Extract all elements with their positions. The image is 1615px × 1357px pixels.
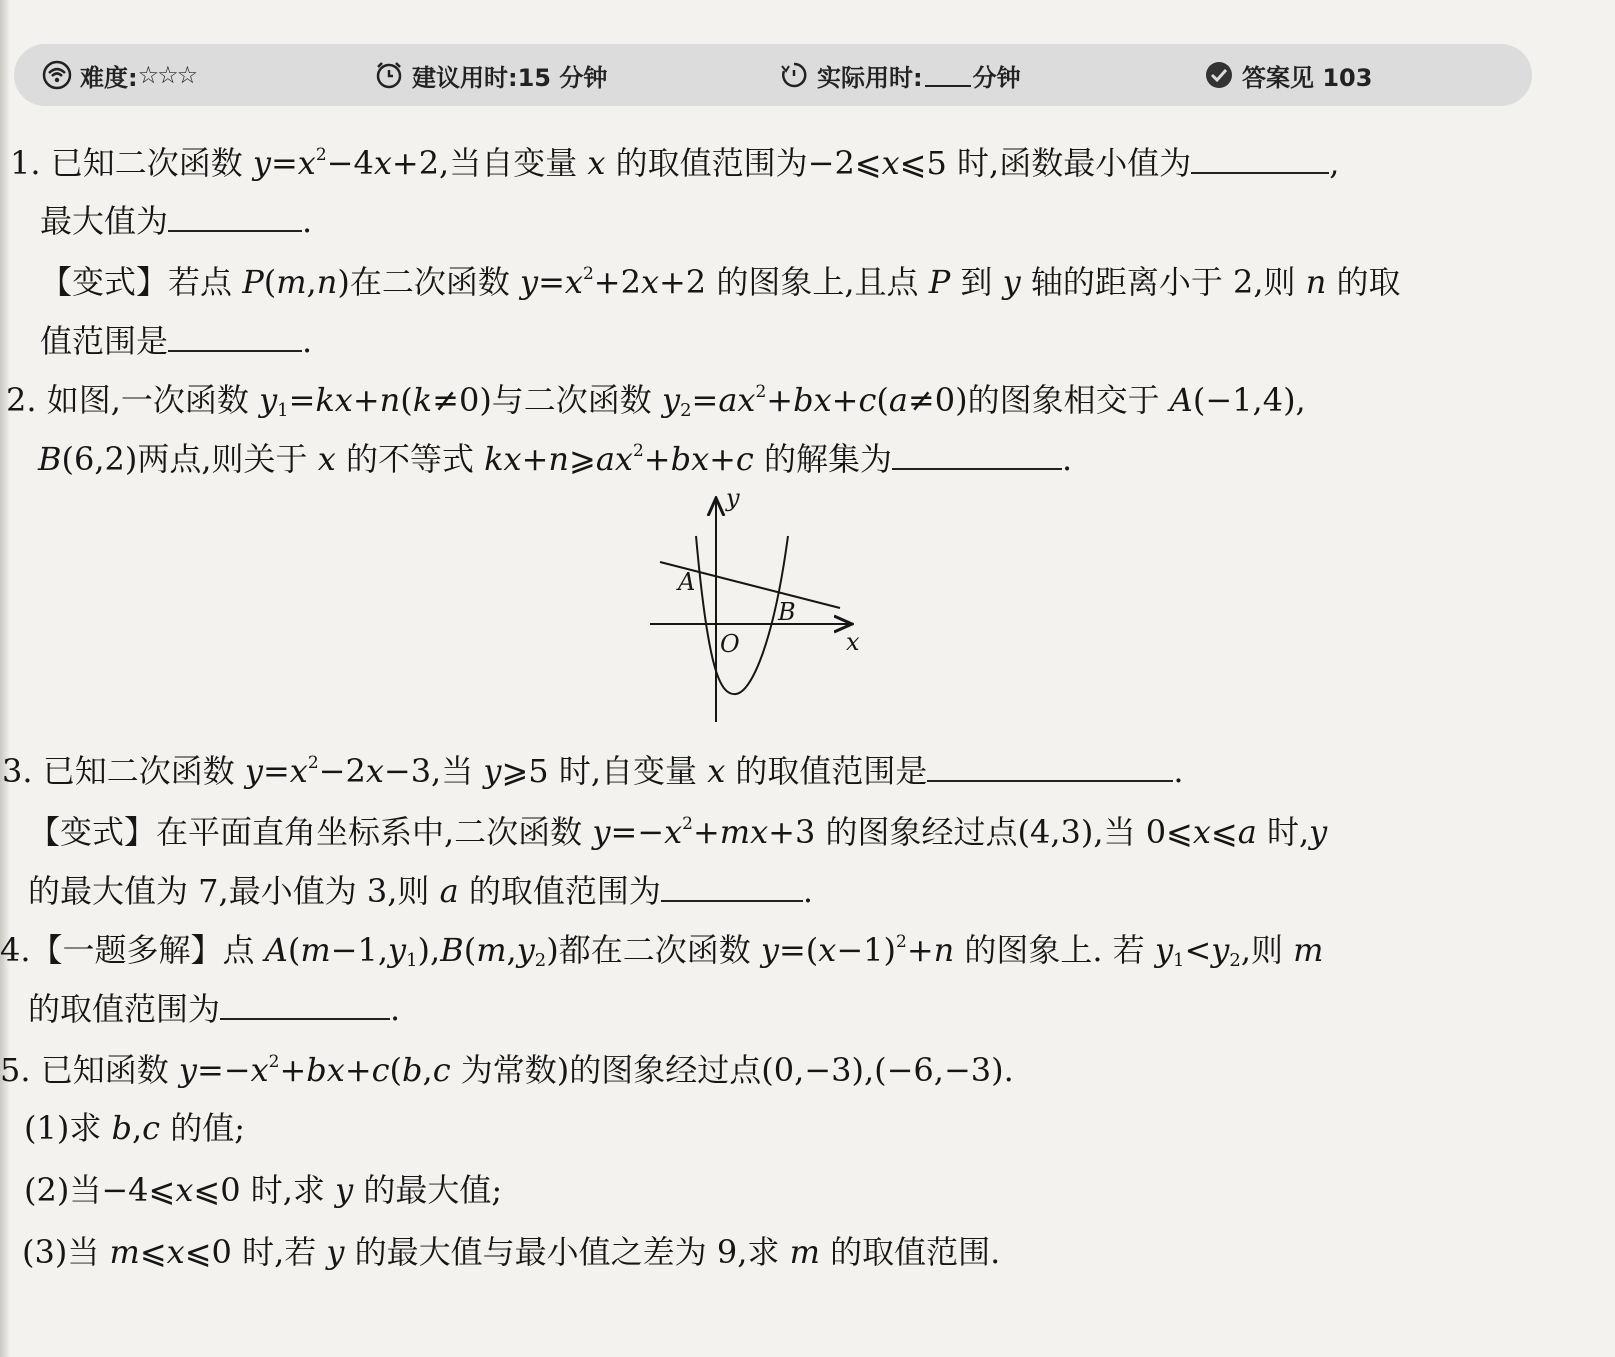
text-fragment: = <box>691 381 719 419</box>
math-variable: y <box>516 931 535 969</box>
check-badge-icon <box>1204 60 1234 90</box>
text-fragment: + <box>279 1051 307 1089</box>
math-variable: c <box>858 381 877 419</box>
math-variable: B <box>440 931 464 969</box>
difficulty-label: 难度: <box>80 63 138 92</box>
math-variable: x <box>175 1171 194 1209</box>
text-fragment: + <box>709 440 736 478</box>
math-variable: kx <box>315 381 353 419</box>
text-fragment: 的最大值为 7,最小值为 3,则 <box>28 872 440 910</box>
math-variable: m <box>1293 931 1324 969</box>
math-variable: x <box>564 263 583 301</box>
text-fragment: +2 的图象上,且点 <box>658 263 929 301</box>
text-fragment: < <box>1184 931 1212 969</box>
answer-blank-3b[interactable] <box>661 870 803 902</box>
text-fragment: 1. 已知二次函数 <box>10 144 253 182</box>
math-variable: y <box>252 144 271 182</box>
text-fragment: + <box>344 1051 372 1089</box>
text-fragment: ⩽5 时,函数最小值为 <box>899 144 1192 182</box>
problem-3-variant-line-2 <box>28 870 813 911</box>
actual-time-unit: 分钟 <box>972 63 1021 92</box>
math-variable: y <box>259 381 278 419</box>
text-fragment: ⩽0 时,求 <box>193 1171 336 1209</box>
math-variable: y <box>1154 931 1174 969</box>
math-variable: m <box>276 263 307 301</box>
math-variable: x <box>640 263 659 301</box>
text-fragment: , <box>132 1109 143 1147</box>
text-fragment: , <box>422 1051 433 1089</box>
text-fragment: +2 <box>593 263 641 301</box>
problem-3-line-1 <box>2 750 1184 791</box>
text-fragment: + <box>906 931 934 969</box>
text-fragment: . <box>390 990 401 1028</box>
text-fragment: = <box>262 752 290 790</box>
math-variable: kx <box>484 440 522 478</box>
math-variable: B <box>38 440 62 478</box>
text-fragment: 4.【一题多解】点 <box>0 931 265 969</box>
text-fragment: −2 <box>318 752 366 790</box>
math-subscript: 1 <box>406 950 418 971</box>
math-subscript: 2 <box>534 950 547 971</box>
text-fragment: 的不等式 <box>335 440 485 478</box>
difficulty <box>42 44 196 106</box>
text-fragment: ≠0)的图象相交于 <box>907 381 1170 419</box>
math-variable: x <box>818 931 837 969</box>
text-fragment: +3 的图象经过点(4,3),当 0⩽ <box>768 813 1193 851</box>
problem-1-variant-line-2 <box>40 320 312 361</box>
math-variable: n <box>379 381 401 419</box>
math-variable: y <box>520 263 539 301</box>
text-fragment: 的解集为 <box>753 440 893 478</box>
text-fragment: 【变式】在平面直角坐标系中,二次函数 <box>28 813 593 851</box>
text-fragment: , <box>1329 144 1340 182</box>
text-fragment: 轴的距离小于 2,则 <box>1020 263 1306 301</box>
text-fragment: 5. 已知函数 <box>0 1051 179 1089</box>
math-variable: bx <box>306 1051 345 1089</box>
math-subscript: 1 <box>277 400 289 421</box>
text-fragment: ( <box>876 381 889 419</box>
math-variable: n <box>1305 263 1327 301</box>
math-variable: b <box>402 1051 423 1089</box>
x-axis-label: x <box>846 628 860 656</box>
text-fragment: ⩾ <box>569 440 596 478</box>
answer-blank-1a[interactable] <box>1191 142 1329 174</box>
point-a-label: A <box>678 568 696 596</box>
text-fragment: . <box>1173 752 1184 790</box>
text-fragment: ⩽0 时,若 <box>184 1233 327 1271</box>
timer-icon <box>779 60 809 90</box>
math-variable: y <box>1211 931 1230 969</box>
text-fragment: + <box>692 813 720 851</box>
text-fragment: 值范围是 <box>40 322 169 360</box>
text-fragment: , <box>506 931 517 969</box>
math-variable: y <box>388 931 407 969</box>
math-variable: x <box>707 752 726 790</box>
math-variable: ax <box>595 440 633 478</box>
text-fragment: + <box>352 381 380 419</box>
math-exponent: 2 <box>582 264 594 284</box>
math-variable: a <box>439 872 459 910</box>
actual-time-label: 实际用时: <box>817 63 923 92</box>
text-fragment: ), <box>417 931 441 969</box>
math-exponent: 2 <box>268 1052 280 1072</box>
problem-1-line-2 <box>40 200 312 241</box>
math-variable: ax <box>718 381 756 419</box>
text-fragment: (3)当 <box>22 1233 110 1271</box>
answer-blank-2[interactable] <box>892 438 1062 470</box>
math-variable: A <box>264 931 288 969</box>
math-variable: mx <box>719 813 769 851</box>
math-variable: n <box>316 263 338 301</box>
math-variable: x <box>317 440 336 478</box>
text-fragment: = <box>270 144 298 182</box>
problem-2-line-2 <box>38 438 1072 479</box>
math-variable: m <box>109 1233 140 1271</box>
math-exponent: 2 <box>315 145 327 165</box>
origin-label: O <box>720 630 740 658</box>
answer-blank-1c[interactable] <box>168 320 302 352</box>
math-variable: n <box>933 931 955 969</box>
wifi-difficulty-icon <box>42 60 72 90</box>
text-fragment: (1)求 <box>24 1109 112 1147</box>
text-fragment: 的取值范围是 <box>725 752 928 790</box>
math-exponent: 2 <box>632 441 644 461</box>
math-variable: x <box>297 144 316 182</box>
text-fragment: −3,当 <box>383 752 484 790</box>
point-b-label: B <box>778 598 796 626</box>
text-fragment: + <box>766 381 794 419</box>
text-fragment: ( <box>389 1051 403 1089</box>
page-edge-shadow <box>0 0 10 1357</box>
math-subscript: 1 <box>1173 950 1185 971</box>
math-variable: c <box>432 1051 451 1089</box>
math-variable: y <box>1309 813 1328 851</box>
text-fragment: . <box>302 202 313 240</box>
text-fragment: ≠0)与二次函数 <box>432 381 662 419</box>
text-fragment: 到 <box>950 263 1003 301</box>
math-exponent: 2 <box>755 382 767 402</box>
text-fragment: (−1,4), <box>1192 381 1306 419</box>
alarm-clock-icon <box>374 60 404 90</box>
text-fragment: 的最大值与最小值之差为 9,求 <box>344 1233 790 1271</box>
math-variable: A <box>1169 381 1193 419</box>
function-graph-figure <box>650 490 880 730</box>
text-fragment: +2,当自变量 <box>391 144 588 182</box>
math-variable: k <box>412 381 433 419</box>
math-variable: y <box>335 1171 354 1209</box>
text-fragment: −1) <box>836 931 896 969</box>
text-fragment: ( <box>463 931 477 969</box>
text-fragment: + <box>521 440 549 478</box>
parabola-curve <box>696 536 788 694</box>
text-fragment: . <box>302 322 313 360</box>
math-variable: x <box>365 752 384 790</box>
problem-2-line-1 <box>6 380 1306 420</box>
actual-time <box>779 44 1021 106</box>
math-variable: y <box>661 381 681 419</box>
math-variable: x <box>373 144 392 182</box>
actual-time-blank[interactable] <box>925 63 971 87</box>
math-variable: y <box>1002 263 1021 301</box>
math-variable: y <box>178 1051 197 1089</box>
text-fragment: −1, <box>330 931 388 969</box>
problem-5-question-3 <box>22 1232 1000 1272</box>
math-variable: a <box>888 381 908 419</box>
text-fragment: , <box>306 263 317 301</box>
text-fragment: ( <box>287 931 301 969</box>
text-fragment: −4 <box>326 144 374 182</box>
answer-blank-3[interactable] <box>927 750 1173 782</box>
math-variable: x <box>881 144 900 182</box>
math-variable: a <box>1237 813 1257 851</box>
text-fragment: ( <box>263 263 277 301</box>
text-fragment: =− <box>610 813 665 851</box>
math-variable: x <box>250 1051 269 1089</box>
text-fragment: 的值; <box>160 1109 246 1147</box>
math-exponent: 2 <box>895 932 907 952</box>
problem-5-question-2 <box>24 1170 502 1210</box>
problem-3-variant-line-1 <box>28 812 1327 852</box>
text-fragment: ⩽ <box>139 1233 167 1271</box>
text-fragment: (6,2)两点,则关于 <box>61 440 318 478</box>
answer-reference <box>1204 44 1372 106</box>
math-variable: y <box>592 813 611 851</box>
problem-1-line-1 <box>10 142 1339 183</box>
math-subscript: 2 <box>680 400 692 421</box>
y-axis-label: y <box>726 490 740 512</box>
text-fragment: . <box>802 872 814 910</box>
worksheet-header-bar <box>14 44 1532 106</box>
text-fragment: 最大值为 <box>40 202 169 240</box>
text-fragment: 时, <box>1256 813 1310 851</box>
text-fragment: + <box>831 381 859 419</box>
math-variable: P <box>928 263 951 301</box>
problem-1-variant-line-1 <box>40 262 1401 302</box>
math-variable: y <box>244 752 263 790</box>
math-variable: y <box>326 1233 345 1271</box>
problem-4-line-2 <box>28 988 400 1029</box>
text-fragment: = <box>288 381 316 419</box>
math-variable: m <box>476 931 507 969</box>
text-fragment: =( <box>778 931 819 969</box>
text-fragment: . <box>1062 440 1073 478</box>
text-fragment: ,则 <box>1240 931 1294 969</box>
math-variable: x <box>1192 813 1211 851</box>
text-fragment: (2)当−4⩽ <box>24 1171 176 1209</box>
problem-5-question-1 <box>24 1108 245 1148</box>
answer-blank-1b[interactable] <box>168 200 302 232</box>
math-variable: x <box>587 144 606 182</box>
suggested-time <box>374 44 607 106</box>
math-variable: c <box>735 440 754 478</box>
problem-4-line-1 <box>0 930 1324 970</box>
math-variable: x <box>289 752 308 790</box>
math-subscript: 2 <box>1229 950 1241 971</box>
difficulty-stars: ☆☆☆ <box>137 61 197 89</box>
math-variable: m <box>300 931 331 969</box>
text-fragment: ( <box>400 381 413 419</box>
text-fragment: =− <box>196 1051 251 1089</box>
text-fragment: 3. 已知二次函数 <box>2 752 245 790</box>
text-fragment: 的取值范围为 <box>28 990 221 1028</box>
problem-5-line-1 <box>0 1050 1014 1090</box>
suggested-time-text: 建议用时:15 分钟 <box>412 63 608 92</box>
answer-blank-4[interactable] <box>220 988 390 1020</box>
text-fragment: ⩽ <box>1210 813 1238 851</box>
text-fragment: 的图象上. 若 <box>954 931 1155 969</box>
math-variable: P <box>242 263 264 301</box>
text-fragment: 的取 <box>1326 263 1401 301</box>
text-fragment: 的取值范围为−2⩽ <box>605 144 882 182</box>
text-fragment: 【变式】若点 <box>40 263 243 301</box>
text-fragment: 的取值范围为 <box>458 872 661 910</box>
text-fragment: 2. 如图,一次函数 <box>6 381 260 419</box>
answer-reference-text: 答案见 103 <box>1242 63 1373 92</box>
math-variable: m <box>789 1233 820 1271</box>
math-variable: c <box>371 1051 390 1089</box>
text-fragment: 的取值范围. <box>819 1233 1001 1271</box>
math-exponent: 2 <box>682 814 693 834</box>
math-variable: y <box>483 752 502 790</box>
math-variable: x <box>664 813 683 851</box>
text-fragment: )在二次函数 <box>337 263 520 301</box>
math-variable: bx <box>793 381 832 419</box>
text-fragment: + <box>643 440 671 478</box>
text-fragment: ⩾5 时,自变量 <box>501 752 708 790</box>
math-variable: bx <box>670 440 710 478</box>
math-variable: c <box>142 1109 161 1147</box>
math-variable: n <box>548 440 569 478</box>
text-fragment: )都在二次函数 <box>546 931 761 969</box>
text-fragment: 的最大值; <box>353 1171 503 1209</box>
text-fragment: = <box>538 263 565 301</box>
math-variable: b <box>111 1109 132 1147</box>
math-exponent: 2 <box>307 753 319 773</box>
text-fragment: 为常数)的图象经过点(0,−3),(−6,−3). <box>450 1051 1014 1089</box>
math-variable: y <box>760 931 779 969</box>
math-variable: x <box>166 1233 185 1271</box>
